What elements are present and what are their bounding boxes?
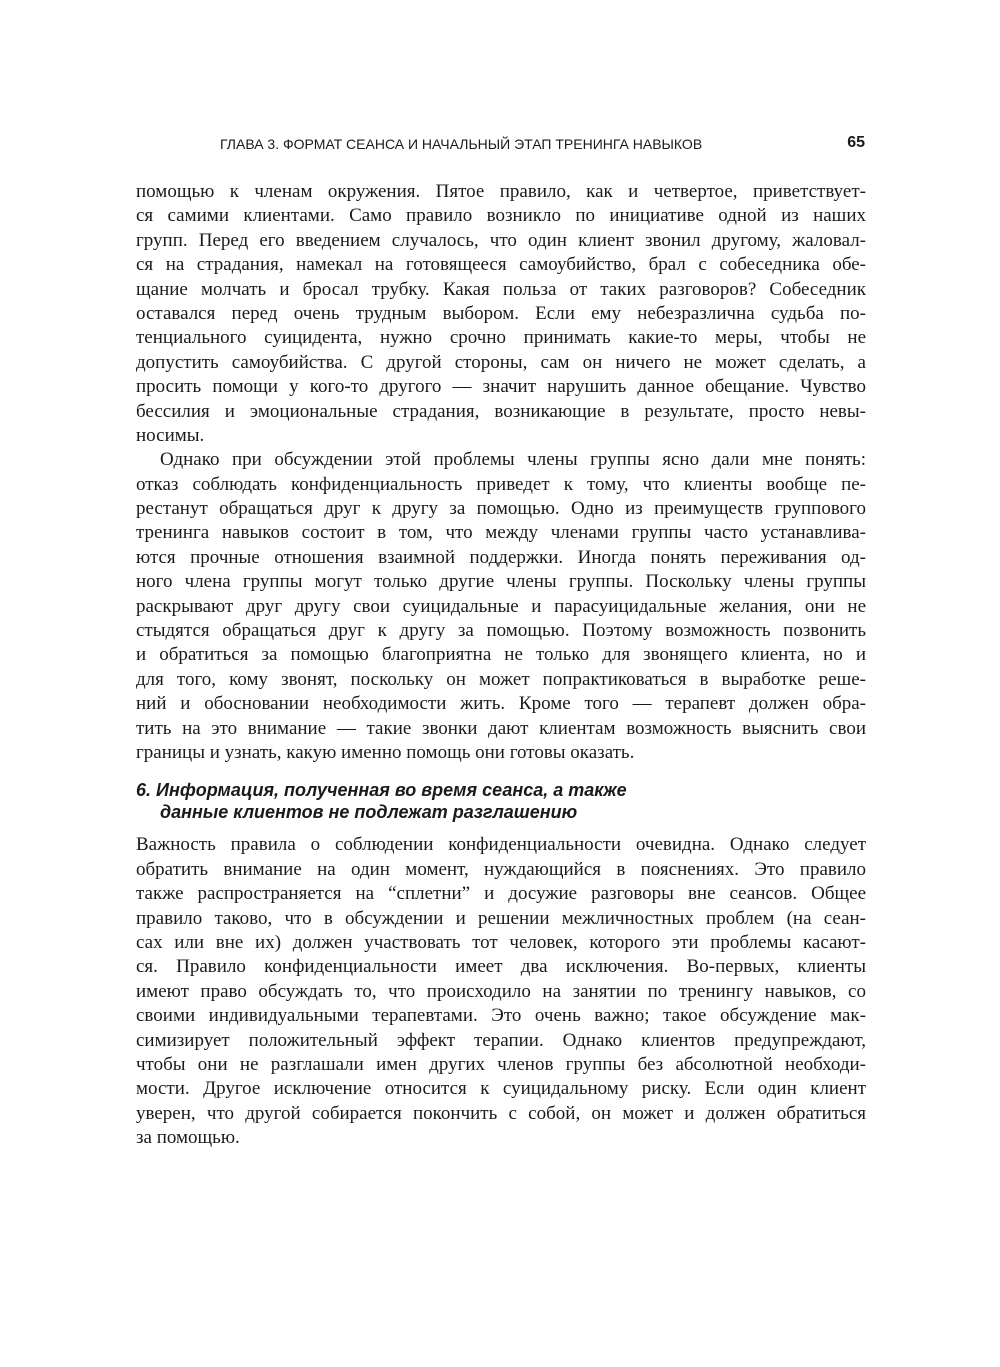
text-line: границы и узнать, какую именно помощь они готовы оказать. (136, 741, 635, 763)
text-line: обратить внимание на один момент, нуждающийся в пояснениях. Это правило (136, 858, 866, 880)
running-head: ГЛАВА 3. ФОРМАТ СЕАНСА И НАЧАЛЬНЫЙ ЭТАП ТРЕНИНГА НАВЫКОВ (220, 136, 703, 152)
text-line: просить помощи у кого-то другого — значит нарушить данное обещание. Чувство (136, 376, 866, 398)
section-heading-line: данные клиентов не подлежат разглашению (160, 802, 578, 823)
section-heading-line: 6. Информация, полученная во время сеанса, а также (136, 780, 627, 801)
text-line: чтобы они не разглашали имен других членов группы без абсолютной необходи- (136, 1053, 866, 1075)
page-number: 65 (847, 134, 865, 151)
paragraph-confidentiality (136, 833, 866, 1150)
text-line: ются прочные отношения взаимной поддержки. Иногда понять переживания од- (136, 546, 866, 568)
text-line: тить на это внимание — такие звонки дают клиентам возможность выяснить свои (136, 717, 866, 739)
paragraph-group-discussion (136, 448, 866, 765)
paragraph-rule-5-continuation (136, 180, 866, 448)
text-line: тенциального суицидента, нужно срочно принимать какие-то меры, чтобы не (136, 327, 866, 349)
text-line: Важность правила о соблюдении конфиденциальности очевидна. Однако следует (136, 834, 866, 856)
text-line: щание молчать и бросал трубку. Какая польза от таких разговоров? Собеседник (136, 278, 866, 300)
text-line: тренинга навыков состоит в том, что между членами группы часто устанавлива- (136, 522, 866, 544)
text-line: носимы. (136, 424, 205, 446)
text-line: уверен, что другой собирается покончить с собой, он может и должен обратиться (136, 1102, 866, 1124)
text-line: ся. Правило конфиденциальности имеет два исключения. Во-первых, клиенты (136, 956, 866, 978)
text-line: оставался перед очень трудным выбором. Если ему небезразлична судьба по- (136, 302, 866, 324)
text-line: имеют право обсуждать то, что происходило на занятии по тренингу навыков, со (136, 980, 866, 1002)
text-line: Однако при обсуждении этой проблемы члены группы ясно дали мне понять: (160, 449, 866, 471)
text-line: своими индивидуальными терапевтами. Это очень важно; такое обсуждение мак- (136, 1005, 866, 1027)
text-line: мости. Другое исключение относится к суицидальному риску. Если один клиент (136, 1078, 866, 1100)
text-line: ного члена группы могут только другие члены группы. Поскольку члены группы (136, 571, 866, 593)
text-line: правило таково, что в обсуждении и решении межличностных проблем (на сеан- (136, 907, 866, 929)
text-line: раскрывают друг другу свои суицидальные и парасуицидальные желания, они не (136, 595, 866, 617)
text-line: также распространяется на “сплетни” и досужие разговоры вне сеансов. Общее (136, 883, 866, 905)
page-body (136, 180, 866, 1150)
text-line: ний и обосновании необходимости жить. Кроме того — терапевт должен обра- (136, 693, 866, 715)
text-line: ся самими клиентами. Само правило возникло по инициативе одной из наших (136, 205, 866, 227)
text-line: за помощью. (136, 1127, 240, 1149)
text-line: стыдятся обращаться друг к другу за помощью. Поэтому возможность позвонить (136, 620, 866, 642)
text-line: симизирует положительный эффект терапии. Однако клиентов предупреждают, (136, 1029, 866, 1051)
text-line: рестанут обращаться друг к другу за помощью. Одно из преимуществ группового (136, 498, 866, 520)
text-line: ся на страдания, намекал на готовящееся самоубийство, брал с собеседника обе- (136, 254, 866, 276)
text-line: помощью к членам окружения. Пятое правило, как и четвертое, приветствует- (136, 181, 866, 202)
section-heading-6 (136, 779, 866, 823)
text-line: и обратиться за помощью благоприятна не только для звонящего клиента, но и (136, 644, 866, 666)
text-line: групп. Перед его введением случалось, что один клиент звонил другому, жаловал- (136, 229, 866, 251)
text-line: бессилия и эмоциональные страдания, возникающие в результате, просто невы- (136, 400, 866, 422)
text-line: сах или вне их) должен участвовать тот человек, которого эти проблемы касают- (136, 931, 866, 953)
text-line: допустить самоубийства. С другой стороны, сам он ничего не может сделать, а (136, 351, 866, 373)
page-header (220, 134, 865, 158)
text-line: для того, кому звонят, поскольку он может попрактиковаться в выработке реше- (136, 668, 866, 690)
text-line: отказ соблюдать конфиденциальность приведет к тому, что клиенты вообще пе- (136, 473, 866, 495)
